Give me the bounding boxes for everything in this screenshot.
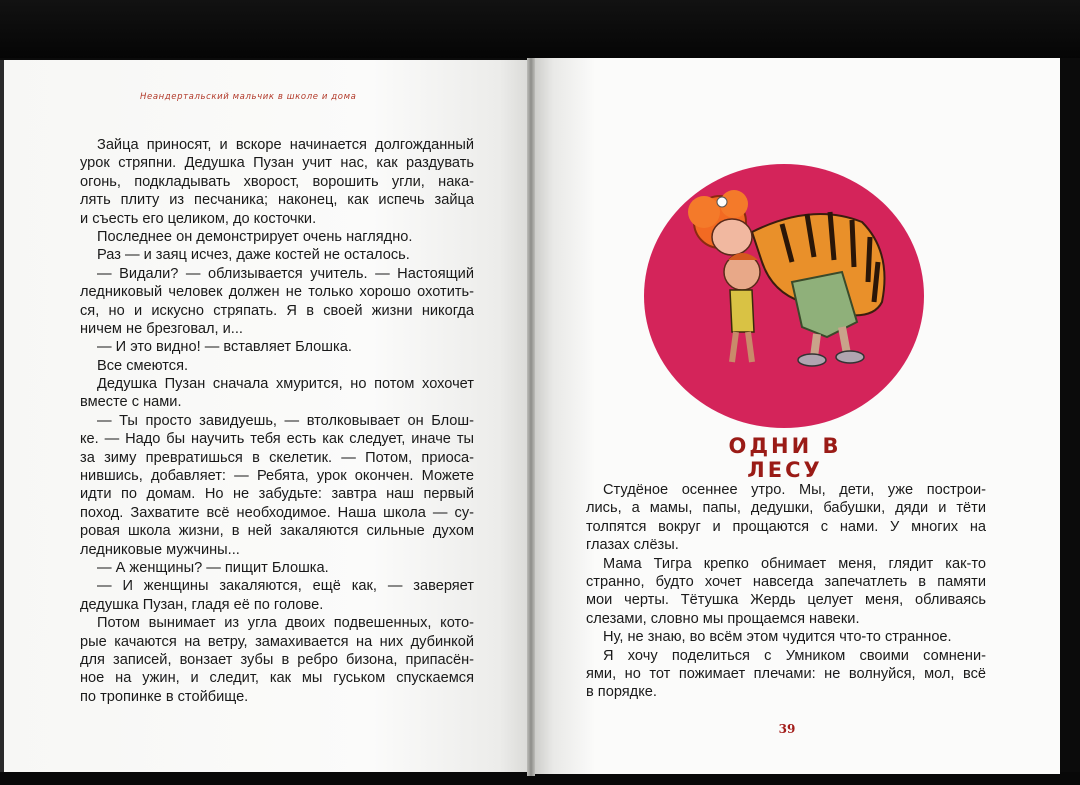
book-gutter [527, 58, 535, 776]
text-line: Все смеются. [97, 357, 189, 374]
text-line: лись, а мамы, папы, дедушки, бабушки, дяди и тёти [586, 500, 986, 517]
text-line: ся, но и искусно стряпать. Я в своей жизни никогда [80, 302, 474, 319]
text-line: урок стряпни. Дедушка Пузан учит нас, как раздувать [80, 155, 474, 172]
text-line: Зайца приносят, и вскоре начинается долгожданный [97, 137, 474, 153]
text-line: Дедушка Пузан сначала хмурится, но потом хохочет [97, 376, 474, 393]
text-line: — И это видно! — вставляет Блошка. [97, 339, 352, 356]
text-line: странно, будто хочет навсегда запечатлеть в памяти [586, 573, 986, 590]
text-line: ледниковый человек должен не только хорошо охотить- [80, 284, 474, 301]
text-line: ледниковые мужчины... [80, 541, 240, 558]
text-line: нившись, добавляет: — Ребята, урок окончен. Можете [80, 468, 474, 485]
chapter-title: ОДНИ В ЛЕСУ [728, 434, 842, 482]
text-line: Я хочу поделиться с Умником своими сомнени- [603, 647, 986, 664]
text-line: рые качаются на ветру, замахивается на них дубинкой [80, 633, 474, 650]
text-line: — Ты просто завидуешь, — втолковывает он Блош- [97, 412, 474, 429]
text-line: ровая школа жизни, в ней закаляются сильные духом [80, 523, 474, 540]
text-line: по тропинке в стойбище. [80, 688, 249, 705]
text-line: ями, но тот пожимает плечами: не волнуйся, мол, всё [586, 665, 986, 682]
text-line: — И женщины закаляются, ещё как, — заверяет [97, 578, 474, 595]
right-background [1060, 58, 1080, 785]
scanner-top-background [0, 0, 1080, 58]
text-line: Последнее он демонстрирует очень наглядно. [97, 228, 413, 245]
text-line: идти по домам. Но не забудьте: завтра наш первый [80, 486, 474, 503]
text-line: Ну, не знаю, во всём этом чудится что-то странное. [603, 629, 952, 646]
text-line: Мама Тигра крепко обнимает меня, глядит как-то [603, 555, 986, 572]
text-line: глазах слёзы. [586, 537, 679, 554]
text-line: ке. — Надо бы научить тебя есть как следует, иначе ты [80, 431, 474, 448]
cavewoman-hugging-boy-illustration [642, 162, 926, 430]
running-head: Неандертальский мальчик в школе и дома [140, 92, 357, 102]
text-line: — А женщины? — пищит Блошка. [97, 559, 329, 576]
text-line: в порядке. [586, 684, 657, 701]
text-line: и съесть его целиком, до косточки. [80, 210, 317, 227]
right-body-text [586, 481, 986, 702]
left-body-text [80, 136, 474, 706]
text-line: лять плиту из песчаника; наконец, как испечь зайца [80, 192, 474, 209]
text-line: ничем не брезговал, и... [80, 320, 243, 337]
text-line: — Видали? — облизывается учитель. — Настоящий [97, 265, 474, 282]
text-line: поход. Захватите всё необходимое. Наша школа — су- [80, 504, 474, 521]
text-line: вместе с нами. [80, 394, 182, 411]
text-line: ное на ужин, и следит, как мы гуськом спускаемся [80, 670, 474, 687]
text-line: Раз — и заяц исчез, даже костей не осталось. [97, 247, 410, 264]
text-line: огонь, подкладывать хворост, ворошить угли, нака- [80, 173, 474, 190]
text-line: дедушка Пузан, гладя её по голове. [80, 596, 324, 613]
text-line: толпятся вокруг и прощаются с нами. У многих на [586, 518, 986, 535]
text-line: мои черты. Тётушка Жердь целует меня, обливаясь [586, 592, 986, 609]
text-line: Потом вынимает из угла двоих подвешенных, кото- [97, 615, 474, 632]
text-line: за зиму превратишься в скелетик. — Потом, приоса- [80, 449, 474, 466]
page-number: 39 [778, 722, 796, 736]
text-line: слезами, словно мы прощаемся навеки. [586, 610, 860, 627]
text-line: Студёное осеннее утро. Мы, дети, уже построи- [603, 482, 986, 498]
text-line: для записей, вонзает зубы в ребро бизона, припасён- [80, 651, 474, 668]
